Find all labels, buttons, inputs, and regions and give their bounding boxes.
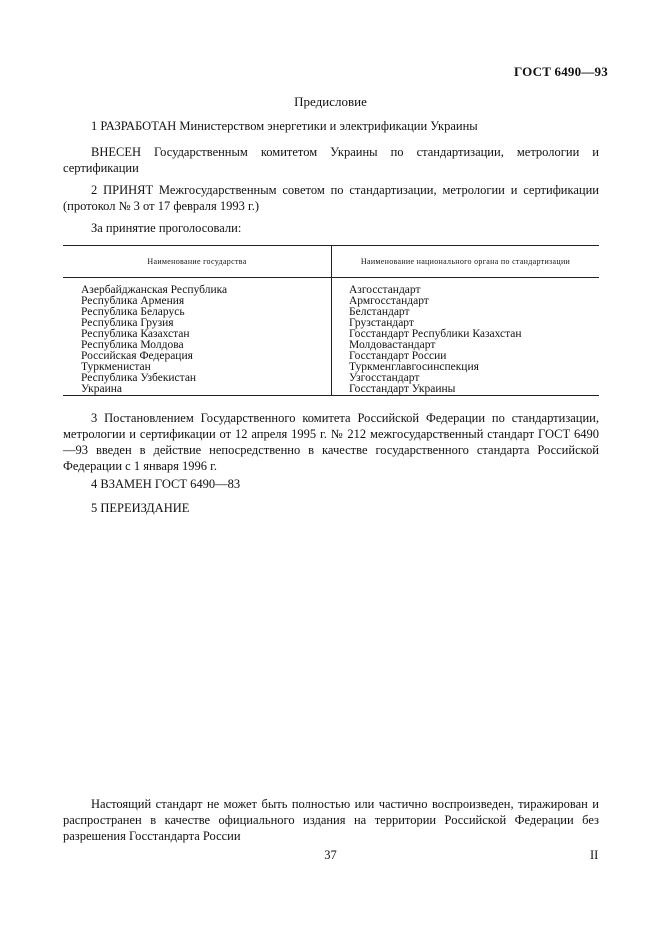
- paragraph-developed: 1 РАЗРАБОТАН Министерством энергетики и электрификации Украины: [91, 119, 478, 133]
- state-name: Республика Армения: [81, 295, 185, 307]
- table-row: [63, 278, 599, 396]
- column-header-state: Наименование государства: [63, 246, 332, 278]
- standards-body-name: Узгосстандарт: [349, 372, 420, 384]
- paragraph-replaces: 4 ВЗАМЕН ГОСТ 6490—83: [91, 477, 241, 491]
- paragraph-voted: За принятие проголосовали:: [91, 221, 242, 235]
- state-name: Республика Казахстан: [81, 328, 190, 340]
- standards-body-name: Туркменглавгосинспекция: [349, 361, 479, 373]
- state-name: Туркменистан: [81, 361, 151, 373]
- state-name: Украина: [81, 383, 122, 395]
- page-number: 37: [324, 848, 337, 862]
- standards-body-name: Азгосстандарт: [349, 284, 421, 296]
- page-title: Предисловие: [294, 94, 367, 109]
- state-name: Азербайджанская Республика: [81, 284, 228, 296]
- states-cell: [63, 278, 332, 396]
- bodies-cell: [332, 278, 600, 396]
- state-name: Республика Узбекистан: [81, 372, 197, 384]
- standards-body-name: Госстандарт Украины: [349, 383, 456, 395]
- state-name: Республика Беларусь: [81, 306, 185, 318]
- table-header-row: [63, 246, 599, 278]
- copyright-notice: Настоящий стандарт не может быть полностью или частично воспроизведен, тиражирован и распространен в качестве официального издания на территории Российской Федерации без разрешения Госстандарта России: [63, 797, 599, 843]
- column-header-body: Наименование национального органа по стандартизации: [332, 246, 600, 278]
- paragraph-reissue: 5 ПЕРЕИЗДАНИЕ: [91, 501, 190, 515]
- state-name: Российская Федерация: [81, 350, 193, 362]
- paragraph-adopted: 2 ПРИНЯТ Межгосударственным советом по стандартизации, метрологии и сертификации (протокол № 3 от 17 февраля 1993 г.): [63, 183, 599, 213]
- standards-body-name: Госстандарт Республики Казахстан: [349, 328, 522, 340]
- standards-body-name: Грузстандарт: [349, 317, 414, 329]
- paragraph-introduced: ВНЕСЕН Государственным комитетом Украины по стандартизации, метрологии и сертификации: [63, 145, 599, 175]
- standards-body-name: Госстандарт России: [349, 350, 447, 362]
- standards-body-name: Армгосстандарт: [349, 295, 429, 307]
- voting-states-table: [63, 245, 599, 396]
- state-name: Республика Грузия: [81, 317, 174, 329]
- roman-page-marker: II: [590, 848, 599, 862]
- standards-body-name: Молдовастандарт: [349, 339, 436, 351]
- document-number: ГОСТ 6490—93: [514, 64, 608, 79]
- state-name: Республика Молдова: [81, 339, 184, 351]
- paragraph-resolution: 3 Постановлением Государственного комитета Российской Федерации по стандартизации, метрологии и сертификации от 12 апреля 1995 г. № 212 межгосударственный стандарт ГОСТ 6490—93 введен в действие непосредственно в качестве государственного стандарта Российской Федерации с 1 января 1996 г.: [63, 411, 599, 473]
- standards-body-name: Белстандарт: [349, 306, 410, 318]
